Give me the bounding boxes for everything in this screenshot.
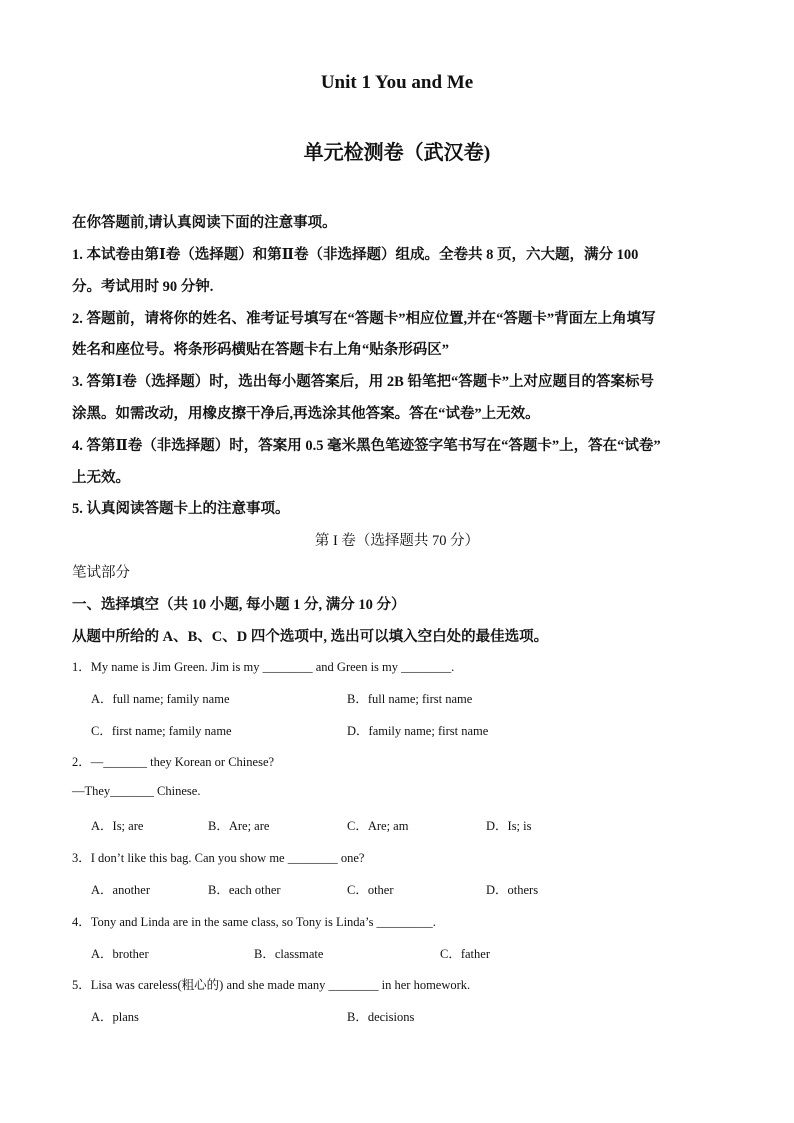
doc-title: Unit 1 You and Me (320, 72, 474, 93)
notice-line: 姓名和座位号。将条形码横贴在答题卡右上角“贴条形码区” (72, 342, 449, 358)
notice-line: 3. 答第Ⅰ卷（选择题）时，选出每小题答案后，用 2B 铅笔把“答题卡”上对应题目的答案标号 (72, 374, 654, 390)
question-stem: 1．My name is Jim Green. Jim is my ________ and Green is my ________. (72, 660, 455, 674)
question-stem: 2．—_______ they Korean or Chinese? (72, 755, 275, 769)
option: D．others (486, 883, 539, 897)
notice-intro: 在你答题前,请认真阅读下面的注意事项。 (72, 215, 337, 231)
option: C．father (440, 947, 490, 961)
option: A．Is; are (91, 819, 144, 833)
option: C．first name; family name (91, 724, 232, 738)
notice-line: 上无效。 (72, 470, 130, 486)
option: A．another (91, 883, 151, 897)
option: B．each other (208, 883, 281, 897)
option: B．Are; are (208, 819, 270, 833)
question-stem: 3．I don’t like this bag. Can you show me ________ one? (72, 851, 365, 865)
question-stem-line2: —They_______ Chinese. (72, 784, 201, 798)
notice-line: 分。考试用时 90 分钟. (72, 279, 214, 295)
doc-subtitle: 单元检测卷（武汉卷) (303, 142, 491, 164)
option: A．full name; family name (91, 692, 230, 706)
section-instruction: 从题中所给的 A、B、C、D 四个选项中, 选出可以填入空白处的最佳选项。 (72, 629, 549, 645)
notice-line: 4. 答第Ⅱ卷（非选择题）时，答案用 0.5 毫米黑色笔迹签字笔书写在“答题卡”上，答在“试卷” (72, 438, 661, 454)
part1-heading: 第 I 卷（选择题共 70 分） (314, 533, 480, 549)
question-stem: 5．Lisa was careless(粗心的) and she made many ________ in her homework. (72, 978, 471, 992)
question-stem: 4．Tony and Linda are in the same class, so Tony is Linda’s _________. (72, 915, 436, 929)
notice-line: 涂黑。如需改动，用橡皮擦干净后,再选涂其他答案。答在“试卷”上无效。 (72, 406, 540, 422)
option: B．classmate (254, 947, 324, 961)
section-title: 一、选择填空（共 10 小题, 每小题 1 分, 满分 10 分） (72, 597, 406, 613)
option: C．other (347, 883, 394, 897)
notice-line: 5. 认真阅读答题卡上的注意事项。 (72, 501, 290, 517)
option: D．family name; first name (347, 724, 489, 738)
notice-line: 2. 答题前，请将你的姓名、准考证号填写在“答题卡”相应位置,并在“答题卡”背面左上角填写 (72, 311, 656, 327)
option: A．brother (91, 947, 149, 961)
option: B．decisions (347, 1010, 415, 1024)
written-part-label: 笔试部分 (72, 565, 130, 581)
option: B．full name; first name (347, 692, 473, 706)
option: A．plans (91, 1010, 139, 1024)
option: D．Is; is (486, 819, 532, 833)
notice-line: 1. 本试卷由第Ⅰ卷（选择题）和第Ⅱ卷（非选择题）组成。全卷共 8 页，六大题，满分 100 (72, 247, 639, 263)
option: C．Are; am (347, 819, 409, 833)
